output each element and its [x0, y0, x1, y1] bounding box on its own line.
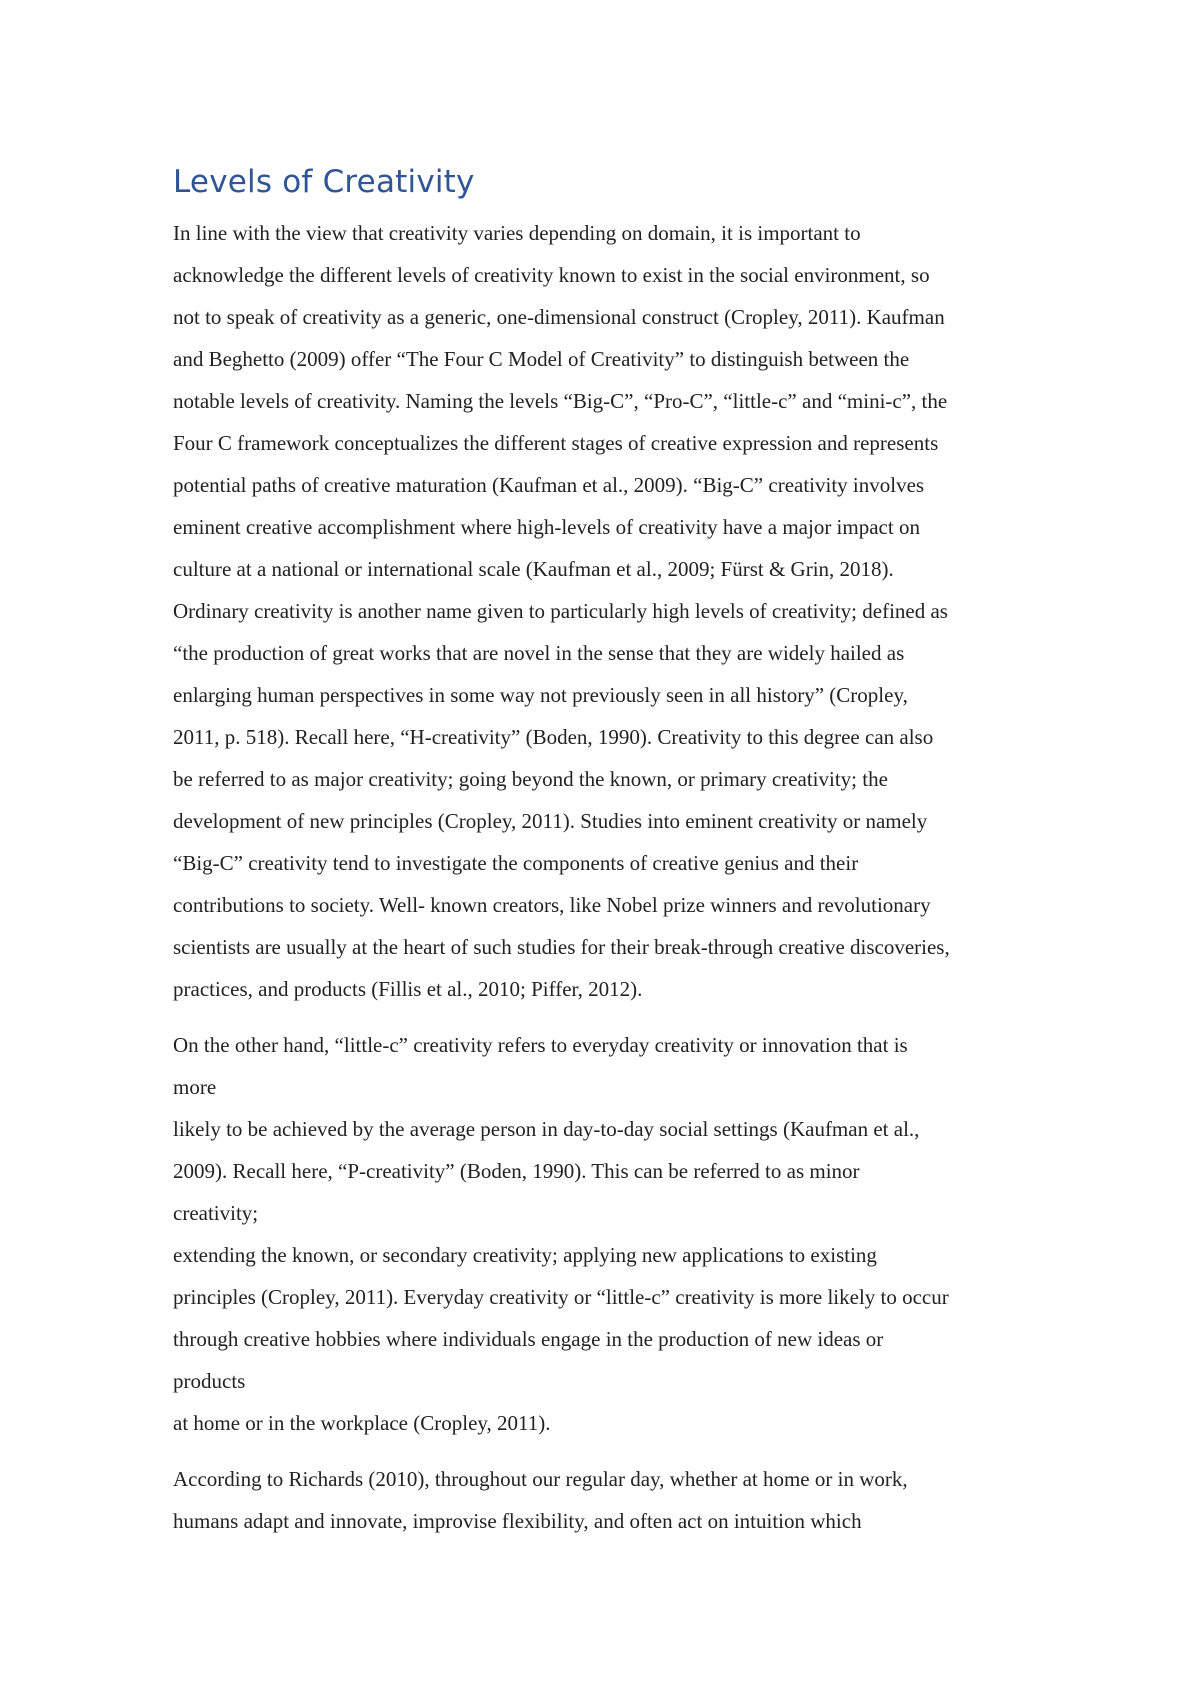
text-line: practices, and products (Fillis et al., 2010; Piffer, 2012). — [173, 977, 643, 1001]
section-heading: Levels of Creativity — [173, 164, 475, 200]
text-line: scientists are usually at the heart of such studies for their break-through creative discoveries, — [173, 935, 950, 959]
text-line: Four C framework conceptualizes the different stages of creative expression and represents — [173, 431, 939, 455]
text-line: development of new principles (Cropley, 2011). Studies into eminent creativity or namely — [173, 809, 928, 833]
text-line: more — [173, 1075, 217, 1099]
text-line: 2009). Recall here, “P-creativity” (Boden, 1990). This can be referred to as minor — [173, 1159, 860, 1183]
text-line: notable levels of creativity. Naming the levels “Big-C”, “Pro-C”, “little-c” and “mini-c”, the — [173, 389, 948, 413]
text-line: potential paths of creative maturation (Kaufman et al., 2009). “Big-C” creativity involves — [173, 473, 925, 497]
paragraph-1 — [173, 212, 1039, 1010]
document-body — [173, 160, 1039, 1556]
text-line: principles (Cropley, 2011). Everyday creativity or “little-c” creativity is more likely to occur — [173, 1285, 949, 1309]
text-line: be referred to as major creativity; going beyond the known, or primary creativity; the — [173, 767, 888, 791]
paragraph-2 — [173, 1024, 1039, 1444]
text-line: In line with the view that creativity varies depending on domain, it is important to — [173, 221, 861, 245]
text-line: eminent creative accomplishment where high-levels of creativity have a major impact on — [173, 515, 920, 539]
paragraph-3 — [173, 1458, 1039, 1542]
text-line: According to Richards (2010), throughout our regular day, whether at home or in work, — [173, 1467, 908, 1491]
text-line: enlarging human perspectives in some way not previously seen in all history” (Cropley, — [173, 683, 908, 707]
text-line: 2011, p. 518). Recall here, “H-creativity” (Boden, 1990). Creativity to this degree can also — [173, 725, 934, 749]
text-line: Ordinary creativity is another name given to particularly high levels of creativity; defined as — [173, 599, 948, 623]
text-line: humans adapt and innovate, improvise flexibility, and often act on intuition which — [173, 1509, 862, 1533]
text-line: “Big-C” creativity tend to investigate the components of creative genius and their — [173, 851, 859, 875]
text-line: and Beghetto (2009) offer “The Four C Model of Creativity” to distinguish between the — [173, 347, 910, 371]
text-line: likely to be achieved by the average person in day-to-day social settings (Kaufman et al., — [173, 1117, 920, 1141]
text-line: culture at a national or international scale (Kaufman et al., 2009; Fürst & Grin, 2018). — [173, 557, 894, 581]
text-line: not to speak of creativity as a generic, one-dimensional construct (Cropley, 2011). Kaufman — [173, 305, 945, 329]
text-line: “the production of great works that are novel in the sense that they are widely hailed as — [173, 641, 905, 665]
text-line: products — [173, 1369, 246, 1393]
text-line: creativity; — [173, 1201, 259, 1225]
text-line: On the other hand, “little-c” creativity refers to everyday creativity or innovation that is — [173, 1033, 908, 1057]
text-line: acknowledge the different levels of creativity known to exist in the social environment, so — [173, 263, 930, 287]
text-line: through creative hobbies where individuals engage in the production of new ideas or — [173, 1327, 884, 1351]
text-line: at home or in the workplace (Cropley, 2011). — [173, 1411, 551, 1435]
text-line: contributions to society. Well- known creators, like Nobel prize winners and revolutionary — [173, 893, 931, 917]
text-line: extending the known, or secondary creativity; applying new applications to existing — [173, 1243, 877, 1267]
